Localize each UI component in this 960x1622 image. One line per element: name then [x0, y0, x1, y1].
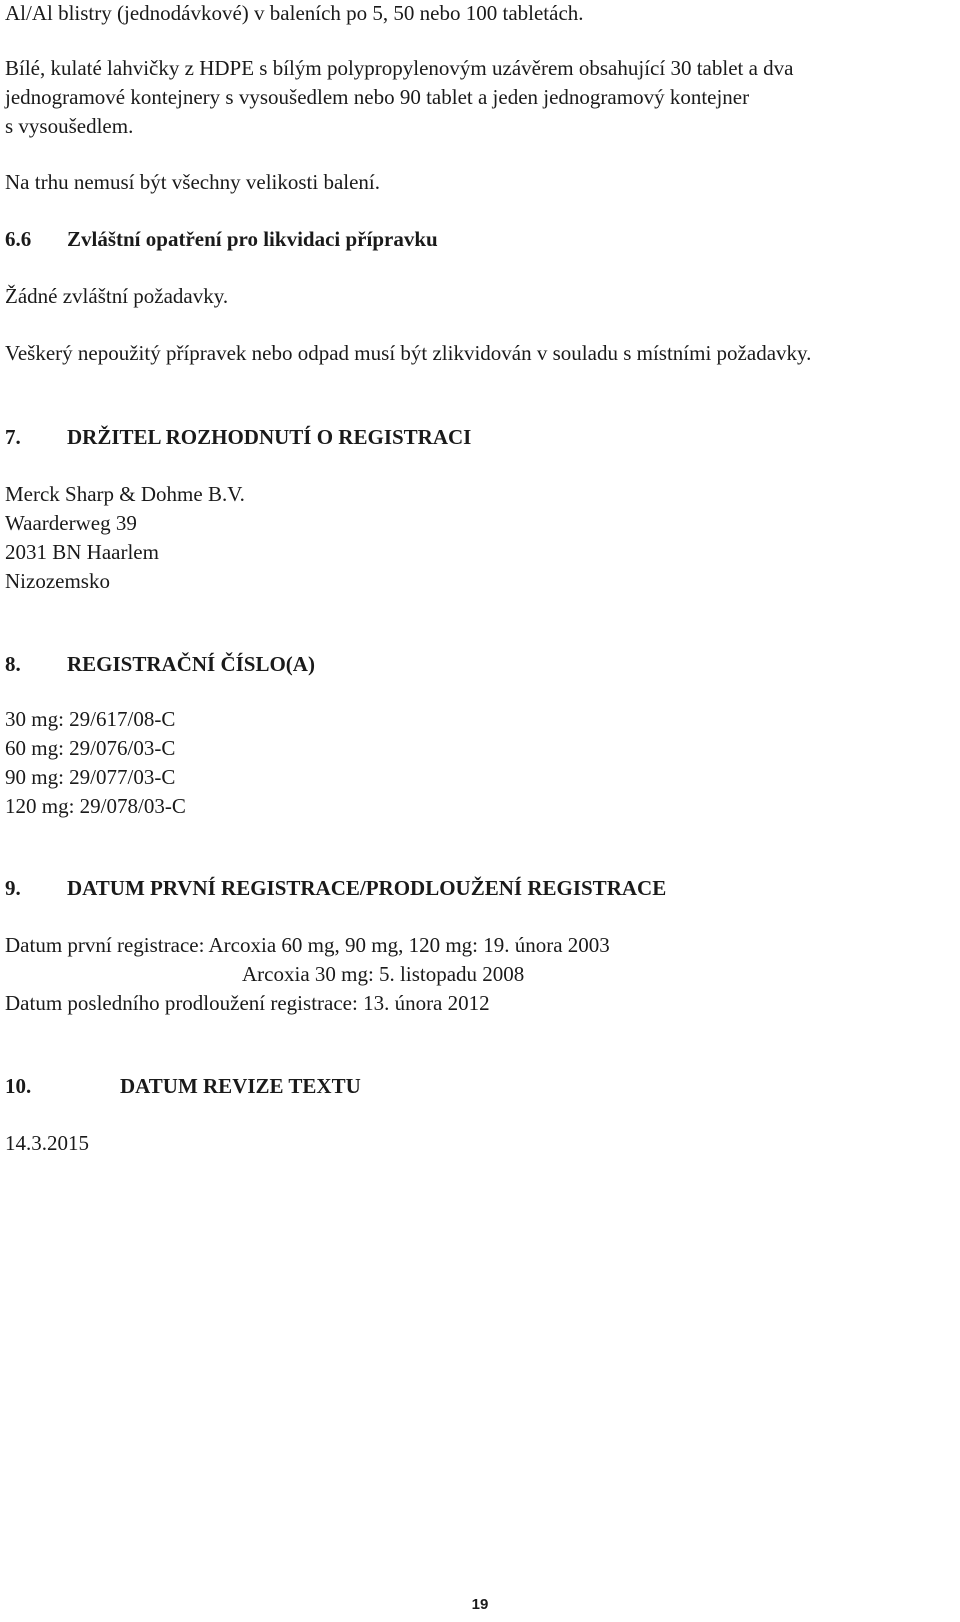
bottle-line-1: Bílé, kulaté lahvičky z HDPE s bílým polypropylenovým uzávěrem obsahující 30 tablet a dva [5, 56, 794, 80]
section-6-6-para1-text: Žádné zvláštní požadavky. [5, 284, 229, 308]
holder-city: 2031 BN Haarlem [5, 540, 159, 564]
registration-dates [5, 931, 950, 1018]
registration-number-90: 90 mg: 29/077/03-C [5, 765, 176, 789]
section-6-6-para1 [5, 282, 950, 311]
bottle-line-2: jednogramové kontejnery s vysoušedlem nebo 90 tablet a jeden jednogramový kontejner [5, 85, 750, 109]
section-10-number: 10. [5, 1074, 32, 1098]
holder-name: Merck Sharp & Dohme B.V. [5, 482, 245, 506]
holder-address [5, 480, 950, 596]
section-7-number: 7. [5, 425, 21, 449]
last-renewal-date: Datum posledního prodloužení registrace: 13. února 2012 [5, 991, 490, 1015]
section-10-title: DATUM REVIZE TEXTU [120, 1074, 361, 1098]
section-9-heading [5, 874, 950, 903]
market-note-text: Na trhu nemusí být všechny velikosti balení. [5, 170, 381, 194]
section-6-6-heading [5, 225, 950, 254]
registration-numbers [5, 705, 950, 821]
registration-number-30: 30 mg: 29/617/08-C [5, 707, 176, 731]
section-8-title: REGISTRAČNÍ ČÍSLO(A) [67, 652, 315, 676]
holder-country: Nizozemsko [5, 569, 110, 593]
section-6-6-para2-text: Veškerý nepoužitý přípravek nebo odpad musí být zlikvidován v souladu s místními požadavky. [5, 341, 812, 365]
registration-number-120: 120 mg: 29/078/03-C [5, 794, 186, 818]
first-registration-date-30mg: Arcoxia 30 mg: 5. listopadu 2008 [242, 962, 525, 986]
holder-street: Waarderweg 39 [5, 511, 137, 535]
registration-number-60: 60 mg: 29/076/03-C [5, 736, 176, 760]
section-7-title: DRŽITEL ROZHODNUTÍ O REGISTRACI [67, 425, 472, 449]
section-9-title: DATUM PRVNÍ REGISTRACE/PRODLOUŽENÍ REGISTRACE [67, 876, 667, 900]
section-8-number: 8. [5, 652, 21, 676]
blister-line: Al/Al blistry (jednodávkové) v baleních po 5, 50 nebo 100 tabletách. [5, 1, 584, 25]
revision-date-text: 14.3.2015 [5, 1131, 89, 1155]
bottle-line-3: s vysoušedlem. [5, 114, 134, 138]
section-7-heading [5, 423, 950, 452]
section-6-6-number: 6.6 [5, 227, 32, 251]
page-number: 19 [471, 1596, 489, 1613]
blister-paragraph [5, 0, 950, 28]
first-registration-date: Datum první registrace: Arcoxia 60 mg, 90 mg, 120 mg: 19. února 2003 [5, 933, 610, 957]
section-6-6-title: Zvláštní opatření pro likvidaci přípravku [67, 227, 438, 251]
section-9-number: 9. [5, 876, 21, 900]
section-10-heading [5, 1072, 950, 1101]
bottle-paragraph [5, 54, 950, 141]
market-note [5, 168, 950, 197]
section-6-6-para2 [5, 339, 950, 368]
revision-date [5, 1129, 950, 1158]
section-8-heading [5, 650, 950, 679]
